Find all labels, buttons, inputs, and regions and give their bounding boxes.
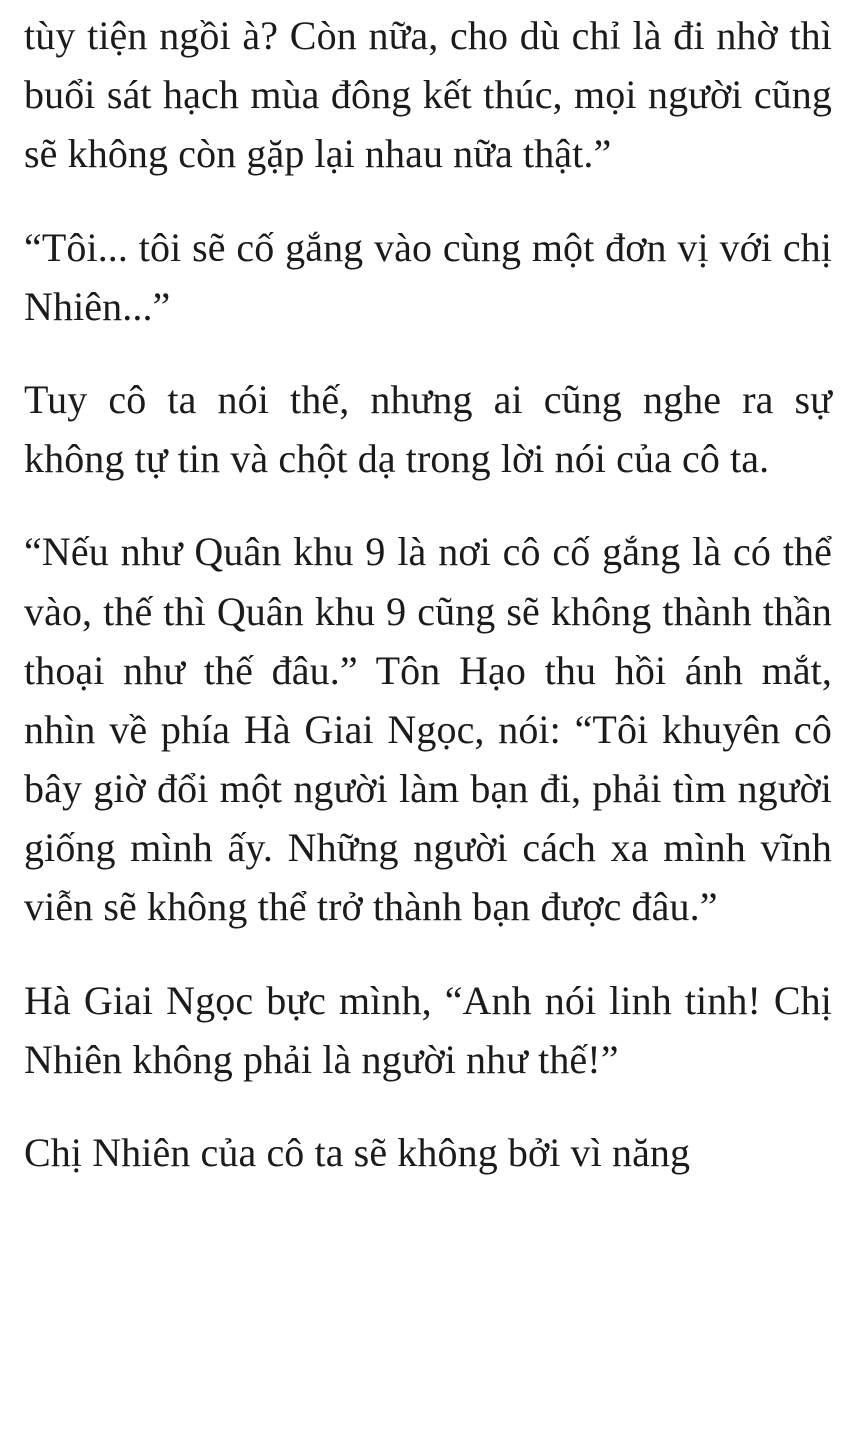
paragraph: Chị Nhiên của cô ta sẽ không bởi vì năng bbox=[24, 1130, 691, 1175]
paragraph: Hà Giai Ngọc bực mình, “Anh nói linh tinh! Chị Nhiên không phải là người như thế!” bbox=[24, 977, 832, 1082]
paragraph: “Tôi... tôi sẽ cố gắng vào cùng một đơn vị với chị Nhiên...” bbox=[24, 224, 832, 329]
paragraph: tùy tiện ngồi à? Còn nữa, cho dù chỉ là đi nhờ thì buổi sát hạch mùa đông kết thúc, mọi người cũng sẽ không còn gặp lại nhau nữa thật.” bbox=[24, 13, 832, 177]
paragraph: “Nếu như Quân khu 9 là nơi cô cố gắng là có thể vào, thế thì Quân khu 9 cũng sẽ không thành thần thoại như thế đâu.” Tôn Hạo thu hồi ánh mắt, nhìn về phía Hà Giai Ngọc, nói: “Tôi khuyên cô bây giờ đổi một người làm bạn đi, phải tìm người giống mình ấy. Những người cách xa mình vĩnh viễn sẽ không thể trở thành bạn được đâu.” bbox=[24, 529, 832, 930]
paragraph: Tuy cô ta nói thế, nhưng ai cũng nghe ra sự không tự tin và chột dạ trong lời nói của cô ta. bbox=[24, 376, 832, 482]
